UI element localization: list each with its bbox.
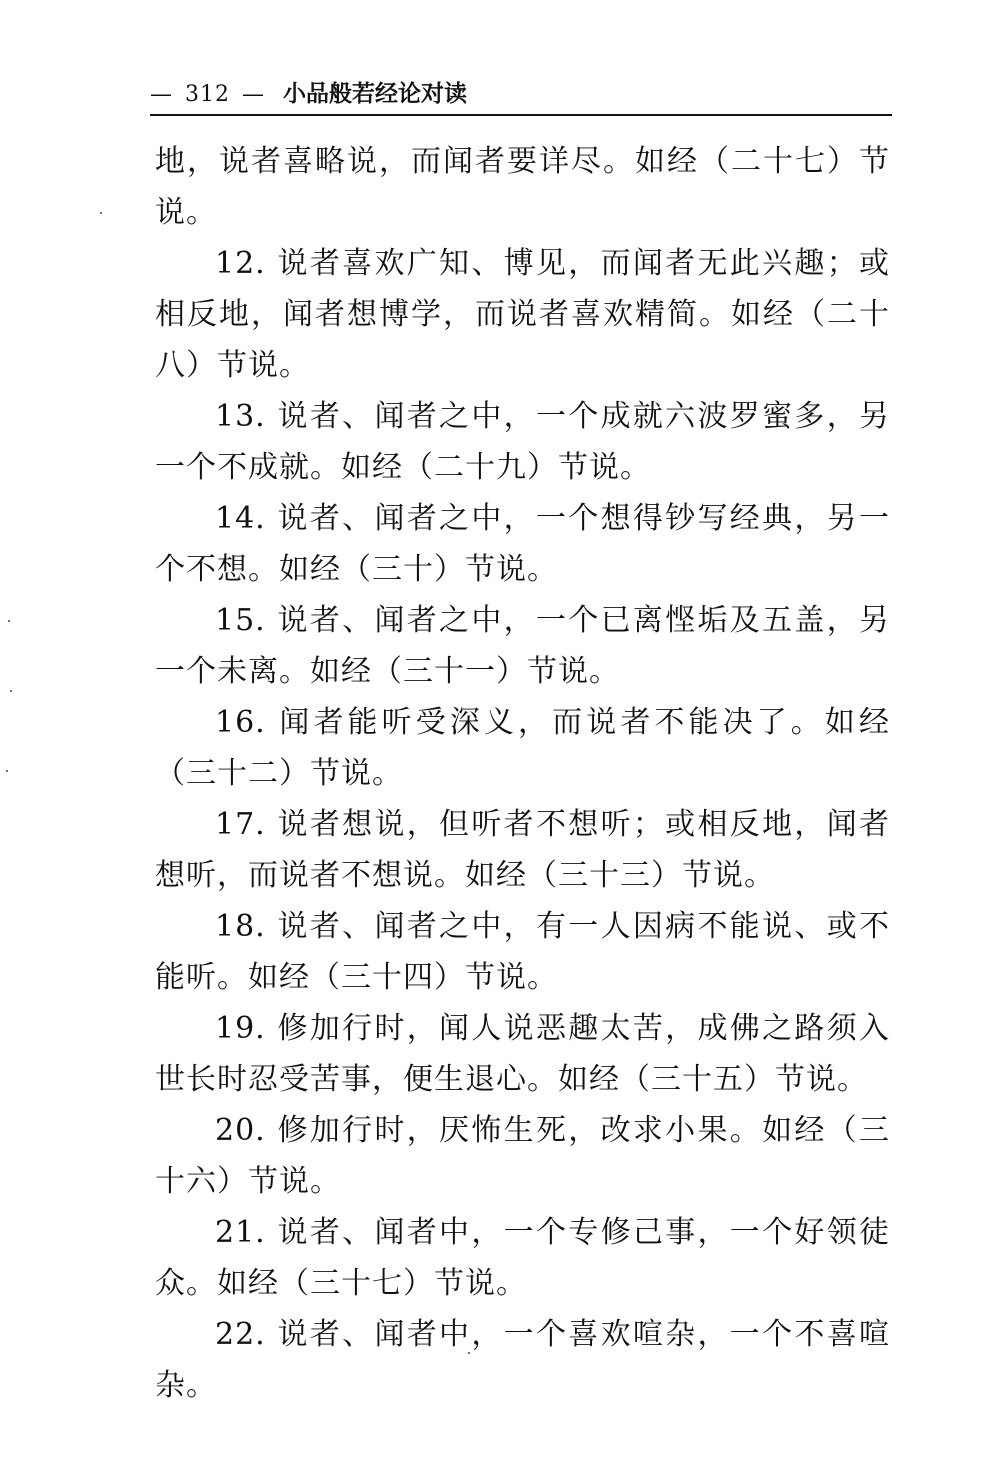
paragraph: 12. 说者喜欢广知、博见，而闻者无此兴趣；或相反地，闻者想博学，而说者喜欢精简。如经（二十八）节说。 bbox=[155, 246, 890, 383]
paragraph: 15. 说者、闻者之中，一个已离悭垢及五盖，另一个未离。如经（三十一）节说。 bbox=[155, 603, 890, 689]
book-title: 小品般若经论对读 bbox=[283, 81, 467, 107]
scan-speck bbox=[8, 620, 10, 622]
scan-speck bbox=[100, 212, 102, 214]
paragraph: 22. 说者、闻者中，一个喜欢喧杂，一个不喜喧杂。 bbox=[155, 1317, 890, 1403]
paragraph: 16. 闻者能听受深义，而说者不能决了。如经（三十二）节说。 bbox=[155, 705, 890, 791]
paragraph: 19. 修加行时，闻人说恶趣太苦，成佛之路须入世长时忍受苦事，便生退心。如经（三十五）节说。 bbox=[155, 1011, 890, 1097]
body-text bbox=[155, 136, 890, 1411]
scan-speck bbox=[6, 770, 8, 772]
paragraph: 地，说者喜略说，而闻者要详尽。如经（二十七）节说。 bbox=[155, 144, 890, 230]
header-dash-right: — bbox=[242, 82, 265, 107]
header-rule bbox=[150, 114, 892, 116]
page-number: 312 bbox=[185, 82, 230, 107]
paragraph: 20. 修加行时，厌怖生死，改求小果。如经（三十六）节说。 bbox=[155, 1113, 890, 1199]
paragraph: 21. 说者、闻者中，一个专修己事，一个好领徒众。如经（三十七）节说。 bbox=[155, 1215, 890, 1301]
running-header bbox=[150, 78, 467, 111]
paragraph: 13. 说者、闻者之中，一个成就六波罗蜜多，另一个不成就。如经（二十九）节说。 bbox=[155, 399, 890, 485]
header-dash-left: — bbox=[150, 82, 173, 107]
scan-speck bbox=[468, 1352, 470, 1354]
paragraph: 17. 说者想说，但听者不想听；或相反地，闻者想听，而说者不想说。如经（三十三）节说。 bbox=[155, 807, 890, 893]
paragraph: 18. 说者、闻者之中，有一人因病不能说、或不能听。如经（三十四）节说。 bbox=[155, 909, 890, 995]
paragraph: 14. 说者、闻者之中，一个想得钞写经典，另一个不想。如经（三十）节说。 bbox=[155, 501, 890, 587]
scan-speck bbox=[10, 690, 12, 692]
